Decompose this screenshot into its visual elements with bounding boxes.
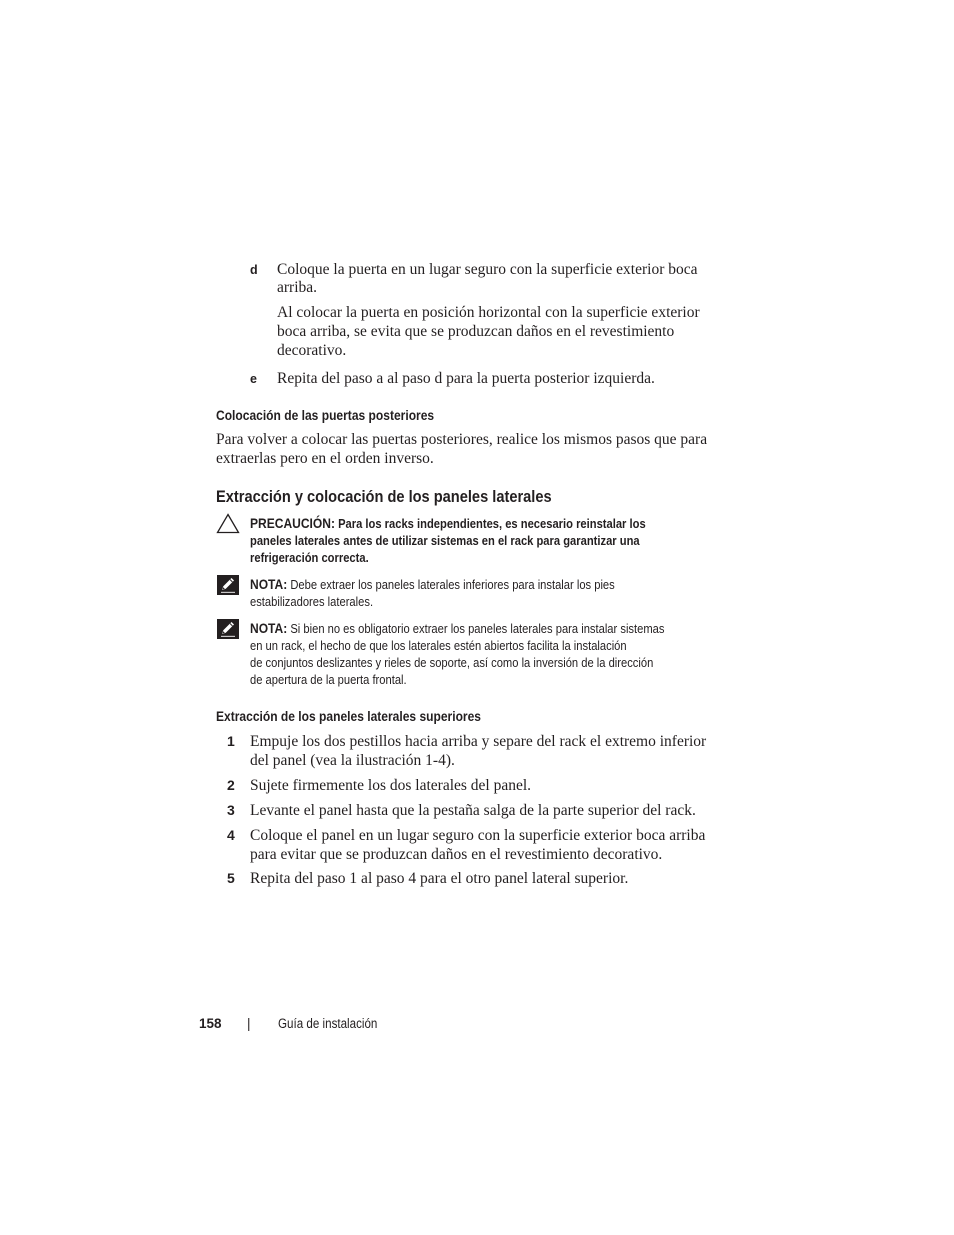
caution-label: PRECAUCIÓN: <box>250 515 335 531</box>
rear-doors-line1: Para volver a colocar las puertas posteriores, realice los mismos pasos que para <box>216 431 708 448</box>
step-1-line1: Empuje los dos pestillos hacia arriba y separe del rack el extremo inferior <box>250 733 707 750</box>
step-d-line1: Coloque la puerta en un lugar seguro con la superficie exterior boca <box>277 261 698 278</box>
step-number: 5 <box>227 870 235 886</box>
note2-line1: Si bien no es obligatorio extraer los paneles laterales para instalar sistemas <box>290 621 665 636</box>
caution-triangle-icon <box>216 513 240 534</box>
step-d-note-line1: Al colocar la puerta en posición horizontal con la superficie exterior <box>277 304 700 321</box>
step-5-line1: Repita del paso 1 al paso 4 para el otro panel lateral superior. <box>250 870 629 887</box>
note-pencil-icon <box>217 575 239 595</box>
remove-top-heading: Extracción de los paneles laterales superiores <box>216 708 482 724</box>
step-4-line2: para evitar que se produzcan daños en el revestimiento decorativo. <box>250 846 663 863</box>
step-4-line1: Coloque el panel en un lugar seguro con la superficie exterior boca arriba <box>250 827 706 844</box>
step-number: 2 <box>227 777 235 793</box>
step-d-note-line3: decorativo. <box>277 342 347 359</box>
caution-line2: paneles laterales antes de utilizar sistemas en el rack para garantizar una <box>250 533 640 548</box>
step-number: 4 <box>227 827 235 843</box>
step-d-note-line2: boca arriba, se evita que se produzcan daños en el revestimiento <box>277 323 675 340</box>
note1-label: NOTA: <box>250 576 288 592</box>
note2-line2: en un rack, el hecho de que los laterales estén abiertos facilita la instalación <box>250 638 627 653</box>
rear-doors-heading: Colocación de las puertas posteriores <box>216 407 435 423</box>
note1-line1: Debe extraer los paneles laterales inferiores para instalar los pies <box>290 577 615 592</box>
rear-doors-line2: extraerlas pero en el orden inverso. <box>216 450 434 467</box>
page-number: 158 <box>199 1016 222 1031</box>
side-panels-heading: Extracción y colocación de los paneles laterales <box>216 487 552 506</box>
footer-separator: | <box>247 1016 251 1031</box>
caution-block <box>250 515 646 566</box>
note2-line4: de apertura de la puerta frontal. <box>250 672 407 687</box>
footer-title: Guía de instalación <box>278 1016 378 1031</box>
step-d-line2: arriba. <box>277 279 318 296</box>
note1-block <box>250 576 615 610</box>
note2-block <box>250 620 664 688</box>
step-number: 1 <box>227 733 235 749</box>
step-3-line1: Levante el panel hasta que la pestaña salga de la parte superior del rack. <box>250 802 696 819</box>
step-e-marker: e <box>250 372 257 386</box>
caution-line3: refrigeración correcta. <box>250 550 369 565</box>
step-1-line2: del panel (vea la ilustración 1-4). <box>250 752 455 769</box>
step-number: 3 <box>227 802 235 818</box>
step-e-text: Repita del paso a al paso d para la puerta posterior izquierda. <box>277 370 655 387</box>
step-2-line1: Sujete firmemente los dos laterales del panel. <box>250 777 532 794</box>
caution-line1: Para los racks independientes, es necesario reinstalar los <box>338 516 646 531</box>
note2-label: NOTA: <box>250 620 288 636</box>
note-pencil-icon <box>217 619 239 639</box>
note2-line3: de conjuntos deslizantes y rieles de soporte, así como la inversión de la dirección <box>250 655 654 670</box>
note1-line2: estabilizadores laterales. <box>250 594 374 609</box>
step-d-marker: d <box>250 263 258 277</box>
